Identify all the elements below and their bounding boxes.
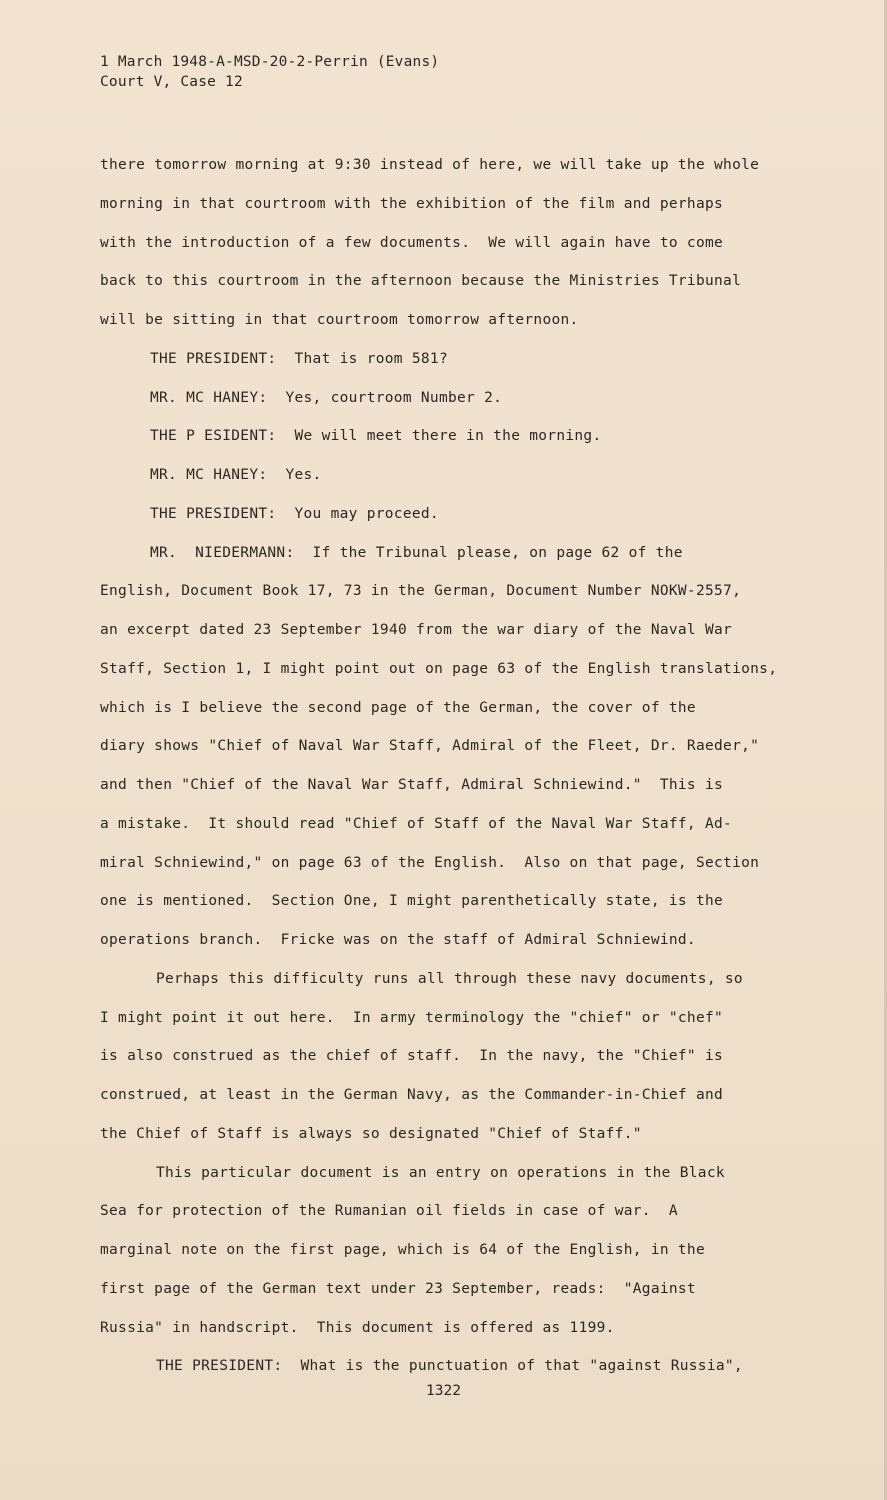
transcript-line: THE PRESIDENT: That is room 581? <box>150 350 448 367</box>
transcript-line: morning in that courtroom with the exhibition of the film and perhaps <box>100 195 724 212</box>
transcript-line: miral Schniewind," on page 63 of the English. Also on that page, Section <box>100 854 760 871</box>
page-header <box>100 52 439 92</box>
transcript-line: one is mentioned. Section One, I might parenthetically state, is the <box>100 893 724 910</box>
header-line-court: Court V, Case 12 <box>100 74 243 90</box>
transcript-line: operations branch. Fricke was on the staff of Admiral Schniewind. <box>100 932 696 948</box>
transcript-line: MR. MC HANEY: Yes, courtroom Number 2. <box>150 389 503 406</box>
transcript-line: Perhaps this difficulty runs all through these navy documents, so <box>156 970 743 987</box>
transcript-line: I might point it out here. In army terminology the "chief" or "chef" <box>100 1009 724 1026</box>
transcript-line: THE PRESIDENT: You may proceed. <box>150 505 439 522</box>
transcript-line: which is I believe the second page of the German, the cover of the <box>100 699 696 716</box>
transcript-line: THE PRESIDENT: What is the punctuation of that "against Russia", <box>156 1358 743 1375</box>
page-number: 1322 <box>426 1383 461 1399</box>
transcript-line: marginal note on the first page, which is 64 of the English, in the <box>100 1242 705 1258</box>
transcript-line: Sea for protection of the Rumanian oil fields in case of war. A <box>100 1203 678 1220</box>
transcript-line: English, Document Book 17, 73 in the German, Document Number NOKW-2557, <box>100 583 742 600</box>
transcript-line: a mistake. It should read "Chief of Staff of the Naval War Staff, Ad- <box>100 815 733 832</box>
transcript-line: will be sitting in that courtroom tomorrow afternoon. <box>100 312 579 328</box>
transcript-line: MR. NIEDERMANN: If the Tribunal please, on page 62 of the <box>150 544 683 561</box>
transcript-line: construed, at least in the German Navy, as the Commander-in-Chief and <box>100 1087 724 1103</box>
transcript-line: and then "Chief of the Naval War Staff, Admiral Schniewind." This is <box>100 777 724 793</box>
transcript-line: This particular document is an entry on operations in the Black <box>156 1164 725 1181</box>
transcript-line: there tomorrow morning at 9:30 instead of here, we will take up the whole <box>100 157 760 173</box>
transcript-line: Staff, Section 1, I might point out on page 63 of the English translations, <box>100 660 778 677</box>
transcript-body <box>100 146 830 1386</box>
transcript-line: is also construed as the chief of staff. In the navy, the "Chief" is <box>100 1048 724 1065</box>
transcript-line: with the introduction of a few documents. We will again have to come <box>100 234 724 251</box>
header-line-session: 1 March 1948-A-MSD-20-2-Perrin (Evans) <box>100 54 440 70</box>
transcript-line: MR. MC HANEY: Yes. <box>150 467 322 483</box>
transcript-line: Russia" in handscript. This document is offered as 1199. <box>100 1319 615 1336</box>
transcript-line: back to this courtroom in the afternoon because the Ministries Tribunal <box>100 273 742 290</box>
transcript-line: the Chief of Staff is always so designated "Chief of Staff." <box>100 1125 642 1142</box>
transcript-line: diary shows "Chief of Naval War Staff, Admiral of the Fleet, Dr. Raeder," <box>100 738 760 755</box>
transcript-line: first page of the German text under 23 September, reads: "Against <box>100 1280 696 1297</box>
transcript-line: THE P ESIDENT: We will meet there in the morning. <box>150 428 602 445</box>
transcript-line: an excerpt dated 23 September 1940 from the war diary of the Naval War <box>100 622 733 638</box>
